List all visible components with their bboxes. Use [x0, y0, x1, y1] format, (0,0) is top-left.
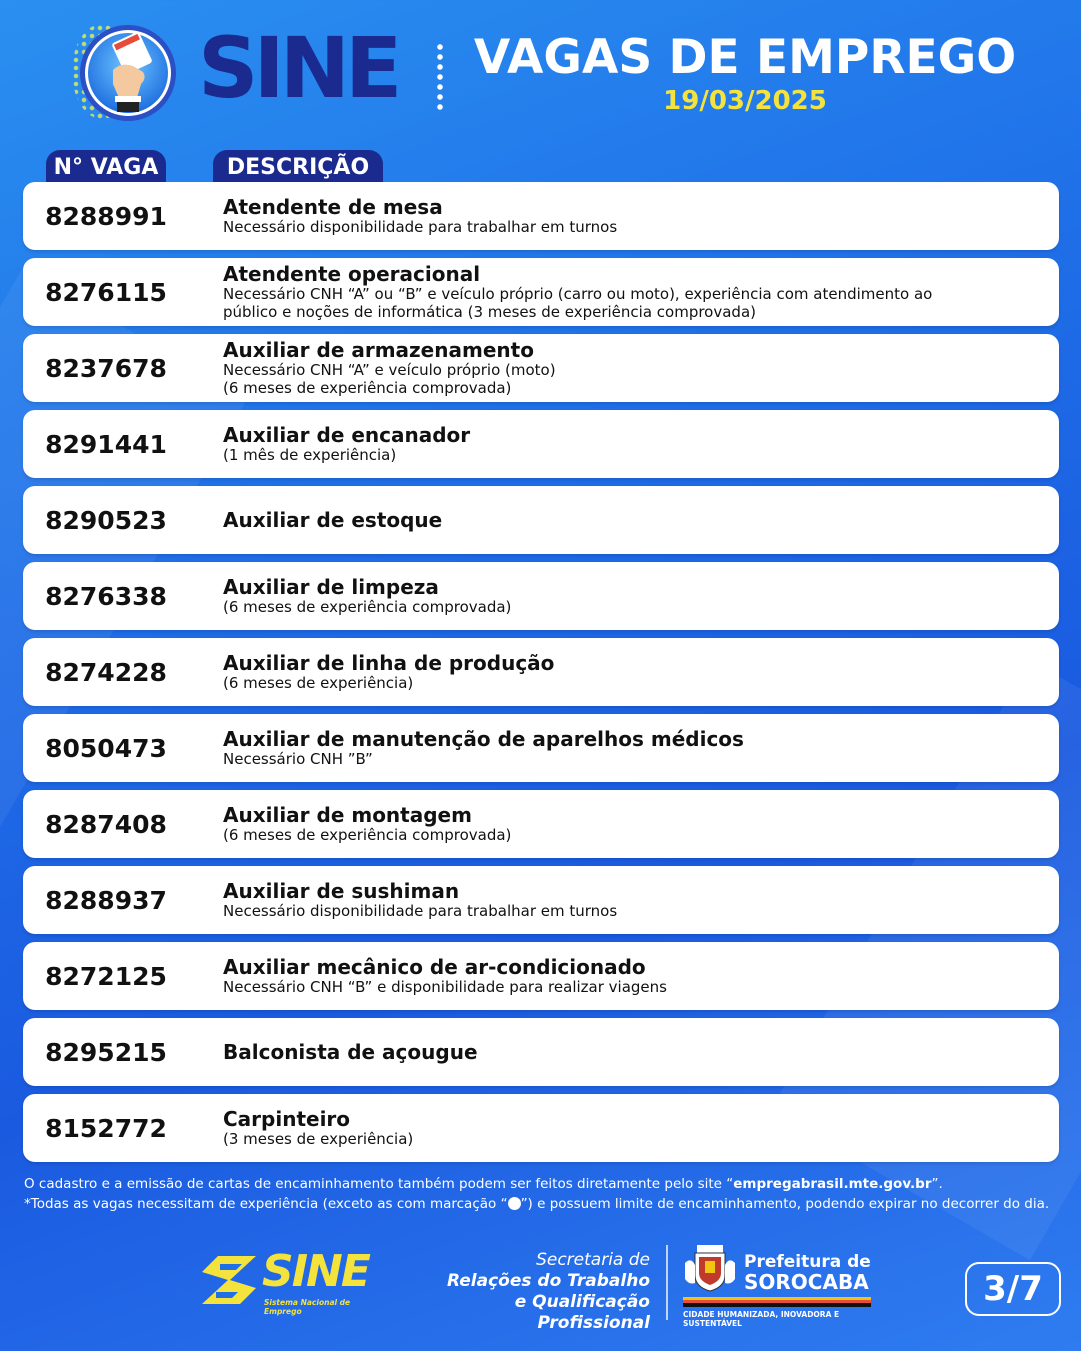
prefeitura-city: SOROCABA [744, 1270, 869, 1294]
job-title: Auxiliar de montagem [223, 803, 472, 827]
prefeitura-logo [744, 1252, 871, 1292]
job-title: Auxiliar de estoque [223, 508, 443, 532]
footer-note-experience [24, 1194, 1064, 1214]
sine-footer-word: SINE [262, 1246, 369, 1297]
job-number: 8050473 [45, 733, 167, 763]
job-number: 8291441 [45, 429, 167, 459]
job-title: Atendente operacional [223, 262, 481, 286]
job-row [23, 1094, 1059, 1162]
job-row [23, 562, 1059, 630]
job-detail: Necessário CNH “A” e veículo próprio (moto) [223, 361, 556, 379]
prefeitura-slogan: CIDADE HUMANIZADA, INOVADORA E SUSTENTÁVEL [683, 1310, 840, 1328]
job-row [23, 866, 1059, 934]
job-row [23, 258, 1059, 326]
sorocaba-flag-stripe [683, 1297, 871, 1307]
job-row [23, 790, 1059, 858]
website-link[interactable]: empregabrasil.mte.gov.br [733, 1176, 932, 1192]
job-detail: (6 meses de experiência) [223, 674, 414, 692]
job-title: Auxiliar de linha de produção [223, 651, 555, 675]
job-row [23, 638, 1059, 706]
page-date: 19/03/2025 [663, 86, 827, 116]
job-row [23, 486, 1059, 554]
job-description [223, 866, 1043, 934]
job-description [223, 562, 1043, 630]
column-header-number: N° VAGA [46, 150, 166, 184]
page-indicator: 3/7 [965, 1262, 1061, 1316]
note-text: ”. [931, 1176, 943, 1192]
sine-footer-logo [198, 1246, 378, 1316]
job-row [23, 334, 1059, 402]
job-description [223, 334, 1043, 402]
job-title: Auxiliar de encanador [223, 423, 471, 447]
job-row [23, 1018, 1059, 1086]
job-description [223, 182, 1043, 250]
job-detail: Necessário CNH “A” ou “B” e veículo próprio (carro ou moto), experiência com atendimento ao [223, 285, 933, 303]
job-title: Balconista de açougue [223, 1040, 478, 1064]
job-description [223, 410, 1043, 478]
footer-note-website [24, 1174, 1064, 1194]
job-description [223, 638, 1043, 706]
job-row [23, 714, 1059, 782]
sorocaba-crest-icon [683, 1243, 737, 1295]
footer-divider [666, 1245, 668, 1320]
job-title: Auxiliar mecânico de ar-condicionado [223, 955, 646, 979]
job-list [23, 182, 1059, 1170]
note-text: ”) e possuem limite de encaminhamento, podendo expirar no decorrer do dia. [520, 1196, 1050, 1212]
job-number: 8237678 [45, 353, 167, 383]
dotted-divider [437, 42, 443, 114]
job-description [223, 714, 1043, 782]
job-number: 8295215 [45, 1037, 167, 1067]
job-detail: (1 mês de experiência) [223, 446, 397, 464]
job-title: Carpinteiro [223, 1107, 351, 1131]
sine-hand-logo-icon [85, 30, 171, 116]
job-number: 8290523 [45, 505, 167, 535]
page-title: VAGAS DE EMPREGO [473, 30, 1017, 85]
job-detail: (6 meses de experiência comprovada) [223, 379, 512, 397]
column-header-description: DESCRIÇÃO [213, 150, 383, 184]
job-detail: (3 meses de experiência) [223, 1130, 414, 1148]
job-description [223, 258, 1043, 326]
sine-footer-subtitle: Sistema Nacional de Emprego [264, 1298, 351, 1316]
note-text: *Todas as vagas necessitam de experiência (exceto as com marcação “ [24, 1196, 508, 1212]
job-description [223, 1094, 1043, 1162]
prefeitura-line: Prefeitura de [744, 1252, 871, 1272]
job-number: 8287408 [45, 809, 167, 839]
footer-notes [24, 1174, 1064, 1214]
job-number: 8274228 [45, 657, 167, 687]
job-description [223, 486, 1043, 554]
job-row [23, 942, 1059, 1010]
job-detail: Necessário CNH “B” e disponibilidade para realizar viagens [223, 978, 667, 996]
job-detail: (6 meses de experiência comprovada) [223, 826, 512, 844]
job-detail: Necessário CNH ”B” [223, 750, 373, 768]
job-title: Auxiliar de sushiman [223, 879, 460, 903]
job-description [223, 790, 1043, 858]
secretaria-line: e Qualificação Profissional [514, 1292, 650, 1333]
job-description [223, 942, 1043, 1010]
job-number: 8288937 [45, 885, 167, 915]
job-detail: público e noções de informática (3 meses de experiência comprovada) [223, 303, 756, 321]
job-row [23, 410, 1059, 478]
job-title: Auxiliar de manutenção de aparelhos médicos [223, 727, 744, 751]
job-number: 8276115 [45, 277, 167, 307]
job-number: 8152772 [45, 1113, 167, 1143]
note-text: O cadastro e a emissão de cartas de encaminhamento também podem ser feitos diretamente pelo site “ [24, 1176, 734, 1192]
sine-s-icon [198, 1252, 260, 1308]
secretaria-line: Secretaria de [536, 1250, 650, 1270]
job-title: Atendente de mesa [223, 195, 443, 219]
job-detail: (6 meses de experiência comprovada) [223, 598, 512, 616]
job-number: 8272125 [45, 961, 167, 991]
job-number: 8276338 [45, 581, 167, 611]
no-experience-marker-icon [508, 1197, 521, 1210]
job-title: Auxiliar de limpeza [223, 575, 439, 599]
job-row [23, 182, 1059, 250]
job-number: 8288991 [45, 201, 167, 231]
brand-title: SINE [198, 19, 398, 117]
secretaria-label [410, 1250, 650, 1334]
secretaria-line: Relações do Trabalho [447, 1271, 650, 1291]
job-detail: Necessário disponibilidade para trabalhar em turnos [223, 902, 618, 920]
header [0, 0, 1081, 145]
job-description [223, 1018, 1043, 1086]
job-title: Auxiliar de armazenamento [223, 338, 534, 362]
job-detail: Necessário disponibilidade para trabalhar em turnos [223, 218, 618, 236]
